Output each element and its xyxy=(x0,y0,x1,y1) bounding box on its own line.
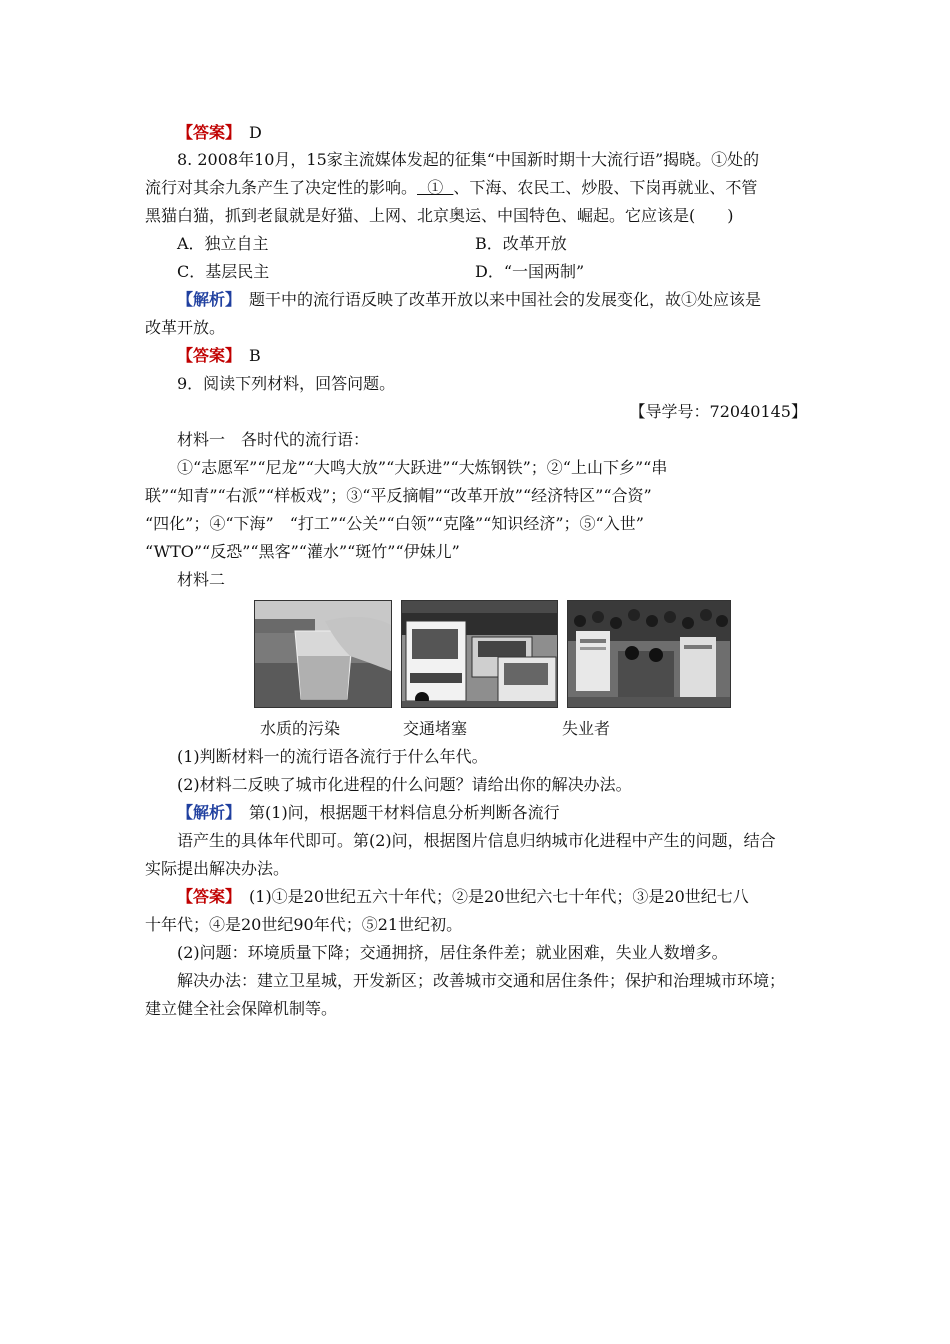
q7-answer xyxy=(177,123,847,143)
option-c: C．基层民主 xyxy=(177,262,270,281)
answer-tag: 【答案】 xyxy=(177,887,234,906)
analysis-text: 题干中的流行语反映了改革开放以来中国社会的发展变化，故①处应该是 xyxy=(233,290,762,309)
answer-tag: 【答案】 xyxy=(177,123,234,142)
q9-answer-line4: 解决办法：建立卫星城，开发新区；改善城市交通和居住条件；保护和治理城市环境； xyxy=(177,971,786,990)
material2-title: 材料二 xyxy=(177,570,226,589)
unemployed-crowd-image xyxy=(568,601,730,707)
material1-line2: 联”“知青”“右派”“样板戏”；③“平反摘帽”“改革开放”“经济特区”“合资” xyxy=(145,486,652,505)
blank: ① xyxy=(417,178,454,197)
analysis-tag: 【解析】 xyxy=(177,803,234,822)
q8-stem-line3: 黑猫白猫，抓到老鼠就是好猫、上网、北京奥运、中国特色、崛起。它应该是( ) xyxy=(145,206,734,225)
water-pollution-photo xyxy=(254,600,392,708)
q8-stem-line1: 8. 2008年10月，15家主流媒体发起的征集“中国新时期十大流行语”揭晓。①处的 xyxy=(177,150,760,169)
answer-value: B xyxy=(249,346,261,365)
material1-line3: “四化”；④“下海” “打工”“公关”“白领”“克隆”“知识经济”；⑤“入世” xyxy=(145,514,644,533)
q8-stem-line2 xyxy=(145,178,815,198)
q9-answer-line2: 十年代；④是20世纪90年代；⑤21世纪初。 xyxy=(145,915,463,934)
q9-analysis-line2: 语产生的具体年代即可。第(2)问，根据图片信息归纳城市化进程中产生的问题，结合 xyxy=(177,831,776,850)
material1-line4: “WTO”“反恐”“黑客”“灌水”“斑竹”“伊妹儿” xyxy=(145,542,460,561)
caption-traffic-jam: 交通堵塞 xyxy=(403,719,468,738)
q9-answer-line5: 建立健全社会保障机制等。 xyxy=(145,999,338,1018)
q9-sub1: (1)判断材料一的流行语各流行于什么年代。 xyxy=(177,747,488,766)
caption-unemployed: 失业者 xyxy=(562,719,611,738)
material1-title: 材料一 各时代的流行语： xyxy=(177,430,370,449)
material1-line1: ①“志愿军”“尼龙”“大鸣大放”“大跃进”“大炼钢铁”；②“上山下乡”“串 xyxy=(177,458,668,477)
q8-analysis-line1 xyxy=(177,290,847,310)
q9-title: 9．阅读下列材料，回答问题。 xyxy=(177,374,396,393)
q9-answer-line3: (2)问题：环境质量下降；交通拥挤，居住条件差；就业困难，失业人数增多。 xyxy=(177,943,728,962)
answer-value: D xyxy=(249,123,262,142)
unemployed-photo xyxy=(567,600,731,708)
q8-options-row2 xyxy=(177,262,847,282)
q8-answer xyxy=(177,346,847,366)
q8-text: 、下海、农民工、炒股、下岗再就业、不管 xyxy=(453,178,758,197)
option-a: A．独立自主 xyxy=(177,234,269,253)
q9-answer-line1 xyxy=(177,887,847,907)
answer-tag: 【答案】 xyxy=(177,346,234,365)
option-b: B．改革开放 xyxy=(475,234,567,253)
analysis-tag: 【解析】 xyxy=(177,290,234,309)
q8-options-row1 xyxy=(177,234,847,254)
traffic-jam-photo xyxy=(401,600,558,708)
caption-water-pollution: 水质的污染 xyxy=(260,719,341,738)
traffic-jam-image xyxy=(402,601,557,707)
analysis-text: 第(1)问，根据题干材料信息分析判断各流行 xyxy=(233,803,560,822)
option-d: D．“一国两制” xyxy=(475,262,585,281)
water-pollution-image xyxy=(255,601,391,707)
q9-analysis-line3: 实际提出解决办法。 xyxy=(145,859,290,878)
q8-analysis-line2: 改革开放。 xyxy=(145,318,226,337)
q9-sub2: (2)材料二反映了城市化进程的什么问题？请给出你的解决办法。 xyxy=(177,775,632,794)
q9-analysis-line1 xyxy=(177,803,847,823)
guide-number: 【导学号：72040145】 xyxy=(629,402,807,421)
q8-text: 流行对其余九条产生了决定性的影响。 xyxy=(145,178,418,197)
answer-text: (1)①是20世纪五六十年代；②是20世纪六七十年代；③是20世纪七八 xyxy=(233,887,749,906)
